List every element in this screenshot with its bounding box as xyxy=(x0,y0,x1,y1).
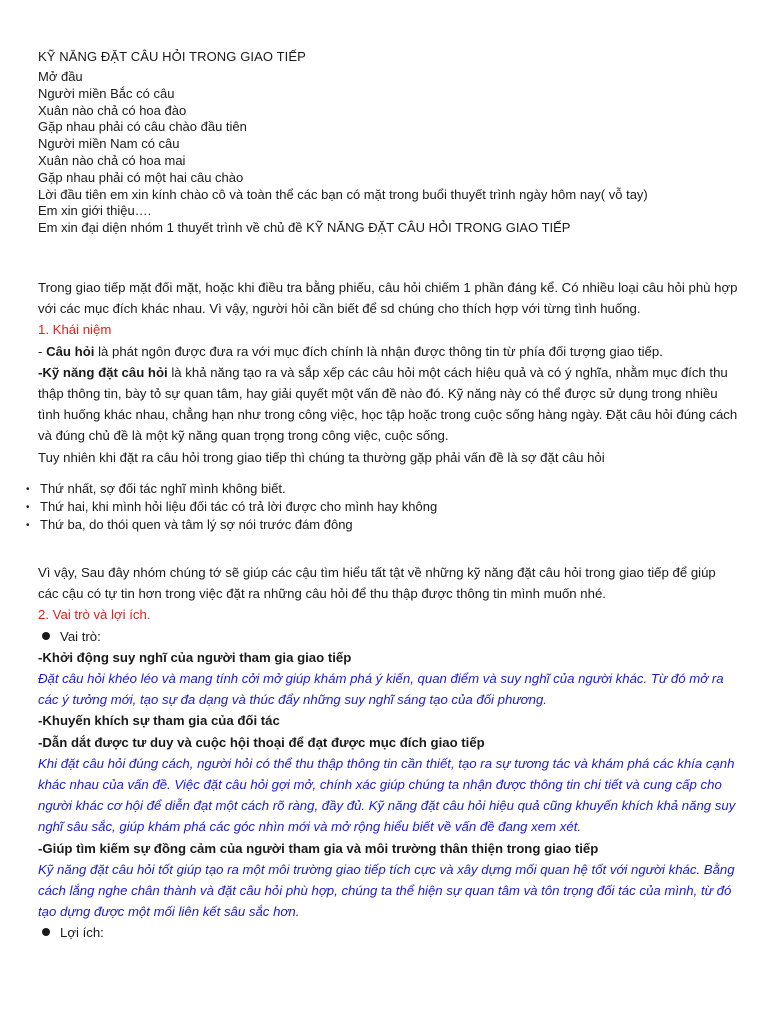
bullet-circle-icon xyxy=(42,632,50,640)
definition-text: là khả năng tạo ra và sắp xếp các câu hỏi một cách hiệu quả và có ý nghĩa, nhằm mục đích thu thập thông tin, bày tỏ sự quan tâm, hay giải quyết một vấn đề nào đó. Kỹ năng này có thể được sử dụng trong nhiều tình huống khác nhau, chẳng hạn như trong công việc, học tập hoặc trong cuộc sống hàng ngày. Đặt câu hỏi đúng cách và đúng chủ đề là một kỹ năng quan trọng trong công việc, cuộc sống. xyxy=(38,364,738,444)
role-item-heading: -Khuyến khích sự tham gia của đối tác xyxy=(38,713,280,729)
benefit-heading: Lợi ích: xyxy=(38,922,738,943)
bullet-icon: • xyxy=(26,484,30,495)
bullet-icon: • xyxy=(26,502,30,513)
role-item-heading: -Khởi động suy nghĩ của người tham gia giao tiếp xyxy=(38,649,352,665)
list-item: • Thứ ba, do thói quen và tâm lý sợ nói trước đám đông xyxy=(26,517,353,532)
role-heading: Vai trò: xyxy=(38,626,738,647)
intro-line: Xuân nào chả có hoa đào xyxy=(38,102,187,118)
role-item-heading: -Dẫn dắt được tư duy và cuộc hội thoại để đạt được mục đích giao tiếp xyxy=(38,734,485,750)
intro-block xyxy=(38,69,648,237)
intro-line: Người miền Nam có câu xyxy=(38,136,180,152)
definition-term: Câu hỏi xyxy=(46,343,95,359)
definition-prefix: - xyxy=(38,343,47,359)
intro-line: Gặp nhau phải có câu chào đầu tiên xyxy=(38,119,247,135)
role-item-text: Đặt câu hỏi khéo léo và mang tính cởi mở giúp khám phá ý kiến, quan điểm và suy nghĩ của người khác. Từ đó mở ra các ý tưởng mới, tạo sự đa dạng và thúc đẩy những suy nghĩ sáng tạo của đối phương. xyxy=(38,671,724,708)
section-heading-2: 2. Vai trò và lợi ích. xyxy=(38,607,151,623)
paragraph-transition: Vì vậy, Sau đây nhóm chúng tớ sẽ giúp các cậu tìm hiểu tất tật về những kỹ năng đặt câu hỏi trong giao tiếp để giúp các cậu có tự tin hơn trong việc đặt ra những câu hỏi để thu thập được thông tin mình muốn nhé. xyxy=(38,565,716,602)
intro-line: Gặp nhau phải có một hai câu chào xyxy=(38,169,244,185)
bullet-icon: • xyxy=(26,520,30,531)
body-section-1 xyxy=(38,277,738,468)
definition-term: -Kỹ năng đặt câu hỏi xyxy=(38,364,168,380)
intro-line: Em xin đại diện nhóm 1 thuyết trình về chủ đề KỸ NĂNG ĐẶT CÂU HỎI TRONG GIAO TIẾP xyxy=(38,220,571,236)
intro-line: Xuân nào chả có hoa mai xyxy=(38,152,186,168)
intro-line: Người miền Bắc có câu xyxy=(38,85,175,101)
role-item-text: Kỹ năng đặt câu hỏi tốt giúp tạo ra một môi trường giao tiếp tích cực và xây dựng mối quan hệ tốt với người khác. Bằng cách lắng nghe chân thành và đặt câu hỏi phù hợp, chúng ta thể hiện sự quan tâm và tôn trọng đối tác của mình, từ đó tạo dựng được một mối liên kết sâu sắc hơn. xyxy=(38,861,735,920)
definition-question xyxy=(38,341,738,362)
definition-text: là phát ngôn được đưa ra với mục đích chính là nhận được thông tin từ phía đối tượng giao tiếp. xyxy=(94,343,663,359)
paragraph-intro: Trong giao tiếp mặt đối mặt, hoặc khi điều tra bằng phiếu, câu hỏi chiếm 1 phần đáng kể. Có nhiều loại câu hỏi phù hợp với các mục đích khác nhau. Vì vậy, người hỏi cần biết để sd chúng cho thích hợp với từng tình huống. xyxy=(38,280,738,317)
intro-line: Lời đầu tiên em xin kính chào cô và toàn thể các bạn có mặt trong buổi thuyết trình ngày hôm nay( vỗ tay) xyxy=(38,186,648,202)
definition-skill xyxy=(38,362,738,447)
list-item: • Thứ nhất, sợ đối tác nghĩ mình không biết. xyxy=(26,481,286,496)
document-title: KỸ NĂNG ĐẶT CÂU HỎI TRONG GIAO TIẾP xyxy=(38,49,306,64)
bullet-list xyxy=(26,480,437,534)
section-heading-1: 1. Khái niệm xyxy=(38,322,112,338)
body-section-2 xyxy=(38,562,738,944)
intro-line: Em xin giới thiệu…. xyxy=(38,203,152,219)
role-item-heading: -Giúp tìm kiếm sự đồng cảm của người tham gia và môi trường thân thiện trong giao tiếp xyxy=(38,840,599,856)
bullet-circle-icon xyxy=(42,928,50,936)
list-item: • Thứ hai, khi mình hỏi liệu đối tác có trả lời được cho mình hay không xyxy=(26,499,438,514)
paragraph-problem: Tuy nhiên khi đặt ra câu hỏi trong giao tiếp thì chúng ta thường gặp phải vấn đề là sợ đặt câu hỏi xyxy=(38,449,605,465)
role-item-text: Khi đặt câu hỏi đúng cách, người hỏi có thể thu thập thông tin cần thiết, tạo ra sự tương tác và khám phá các khía cạnh khác nhau của vấn đề. Việc đặt câu hỏi gợi mở, chính xác giúp chúng ta nhận được thông tin chi tiết và cung cấp cho người khác cơ hội để diễn đạt một cách rõ ràng, đầy đủ. Kỹ năng đặt câu hỏi hiệu quả cũng khuyến khích khả năng suy nghĩ sâu sắc, giúp khám phá các góc nhìn mới và mở rộng hiểu biết về vấn đề đang xem xét. xyxy=(38,755,736,835)
intro-line: Mở đầu xyxy=(38,69,83,84)
